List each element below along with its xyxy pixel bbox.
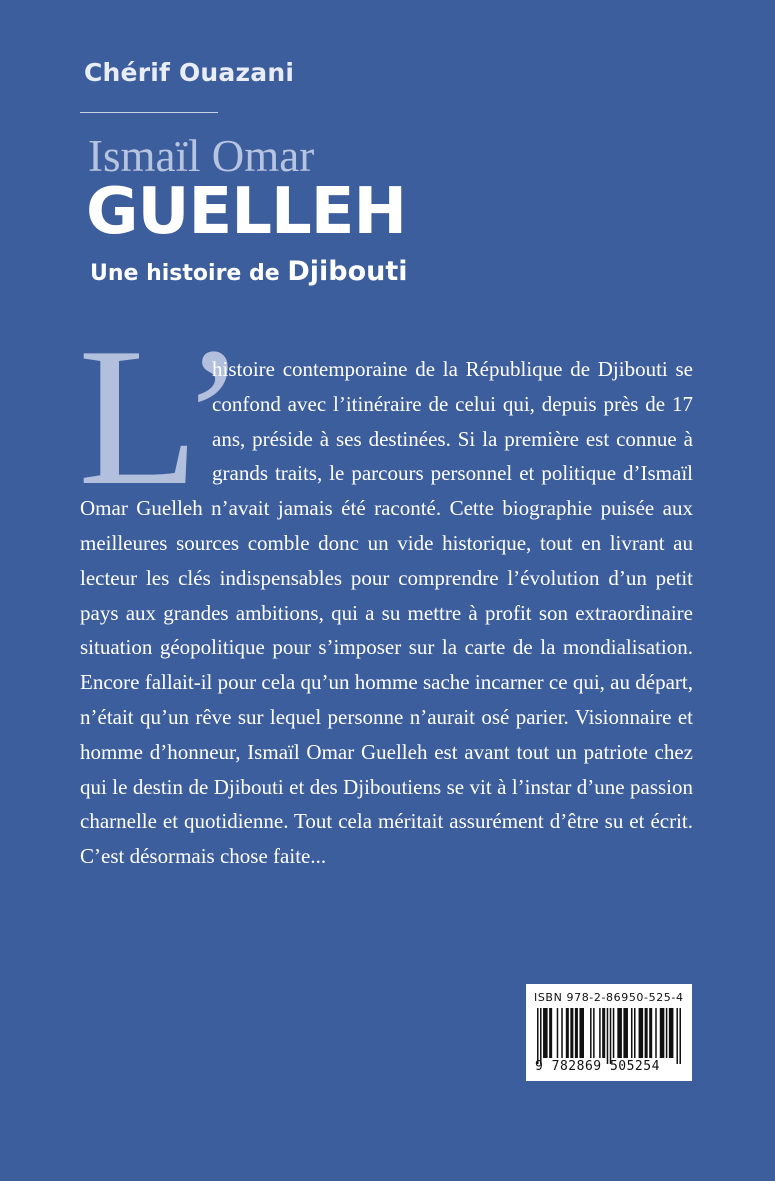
ean-digits: 9 782869 505254 [535,1059,660,1074]
barcode-bar [537,1008,539,1064]
drop-cap-spacer [80,352,212,491]
author-divider [80,112,218,113]
barcode-bar [613,1008,615,1058]
subtitle-emphasis: Djibouti [287,256,408,287]
blurb-paragraph [80,352,693,874]
barcode-bar [649,1008,652,1058]
title-last-name: GUELLEH [86,175,407,249]
barcode-bar [590,1008,592,1058]
barcode-bar [645,1008,648,1058]
barcode-bar [623,1008,628,1058]
barcode-bars [537,1008,681,1064]
drop-cap: L’ [78,307,247,526]
isbn-label: ISBN 978-2-86950-525-4 [534,991,684,1004]
barcode-bar [575,1008,578,1058]
barcode-bar [639,1008,644,1058]
barcode-bar [593,1008,595,1058]
barcode-bar [610,1008,612,1064]
barcode-bar [631,1008,633,1058]
barcode-bar [660,1008,665,1058]
subtitle-prefix: Une histoire de [90,261,280,286]
subtitle [90,258,408,285]
author-name: Chérif Ouazani [84,58,295,87]
barcode-bar [607,1008,609,1064]
barcode-bar [557,1008,559,1058]
barcode-bar [561,1008,563,1058]
isbn-barcode [526,984,692,1081]
barcode-bar [570,1008,573,1058]
barcode-bar [566,1008,569,1058]
barcode-bar [666,1008,668,1058]
barcode-bar [599,1008,601,1058]
barcode-bar [676,1008,678,1064]
barcode-bar [540,1008,542,1064]
barcode-bar [549,1008,552,1058]
barcode-bar [679,1008,681,1064]
blurb-text: histoire contemporaine de la République de Djibouti se confond avec l’itinéraire de celui qui, depuis près de 17 ans, préside à ses destinées. Si la première est connue à grands traits, le parcours personnel et politique d’Ismaïl Omar Guelleh n’avait jamais été raconté. Cette biographie puisée aux meilleures sources comble donc un vide historique, tout en livrant au lecteur les clés indispensables pour comprendre l’évolution d’un petit pays aux grandes ambitions, qui a su mettre à profit son extraordinaire situation géopolitique pour s’imposer sur la carte de la mondialisation. Encore fallait-il pour cela qu’un homme sache incarner ce qui, au départ, n’était qu’un rêve sur lequel personne n’aurait osé parier. Visionnaire et homme d’honneur, Ismaïl Omar Guelleh est avant tout un patriote chez qui le destin de Djibouti et des Djiboutiens se vit à l’instar d’une passion charnelle et quotidienne. Tout cela méritait assurément d’être su et écrit. C’est désormais chose faite... [80,357,693,869]
title-first-name: Ismaïl Omar [88,131,315,181]
barcode-bar [602,1008,605,1058]
barcode-bar [634,1008,636,1058]
barcode-bar [655,1008,657,1058]
barcode-bar [543,1008,548,1058]
barcode-bar [579,1008,584,1058]
barcode-bar [617,1008,622,1058]
barcode-bar [669,1008,674,1058]
